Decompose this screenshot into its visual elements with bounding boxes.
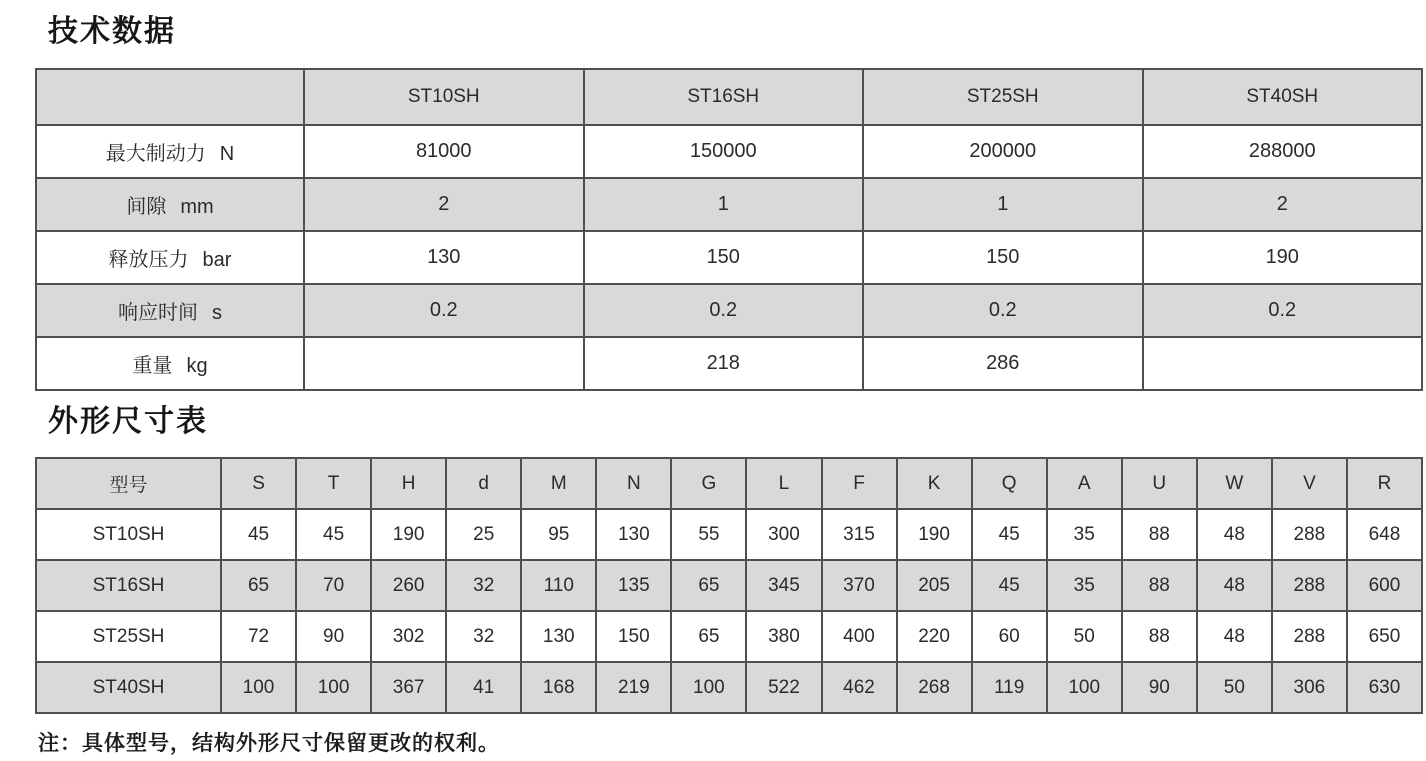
table-cell: 2 [1143, 178, 1423, 231]
table-cell: 150000 [584, 125, 864, 178]
table-cell: 45 [972, 560, 1047, 611]
table-cell: 65 [221, 560, 296, 611]
table-cell: 150 [863, 231, 1143, 284]
table-cell: 190 [1143, 231, 1423, 284]
table-cell: 190 [371, 509, 446, 560]
table-cell: 286 [863, 337, 1143, 390]
table-cell: 315 [822, 509, 897, 560]
table-cell: 81000 [304, 125, 584, 178]
table-cell: 48 [1197, 611, 1272, 662]
row-unit: s [212, 302, 222, 324]
table-cell: 168 [521, 662, 596, 713]
table-cell: 100 [671, 662, 746, 713]
table-cell: 150 [596, 611, 671, 662]
table-cell: 32 [446, 560, 521, 611]
table-cell: 370 [822, 560, 897, 611]
table-cell: 32 [446, 611, 521, 662]
table-cell: 400 [822, 611, 897, 662]
table-cell: 302 [371, 611, 446, 662]
table-cell: 218 [584, 337, 864, 390]
row-label-cell [36, 231, 304, 284]
table-cell: 88 [1122, 611, 1197, 662]
table-cell: 130 [521, 611, 596, 662]
table-cell: 72 [221, 611, 296, 662]
table-header-cell: M [521, 458, 596, 509]
table-cell: 288 [1272, 509, 1347, 560]
row-label-cell [36, 125, 304, 178]
table-cell: 288 [1272, 611, 1347, 662]
table-header-cell: V [1272, 458, 1347, 509]
table-cell: 219 [596, 662, 671, 713]
table-header-row [36, 69, 1422, 125]
table-cell [1143, 337, 1423, 390]
table-row [36, 231, 1422, 284]
table-header-cell: ST40SH [1143, 69, 1423, 125]
table-header-cell: Q [972, 458, 1047, 509]
table-cell: 90 [1122, 662, 1197, 713]
row-unit: mm [180, 196, 214, 218]
table-header-cell: U [1122, 458, 1197, 509]
table-header-cell: L [746, 458, 821, 509]
row-label-cell [36, 337, 304, 390]
row-label-cell: ST25SH [36, 611, 221, 662]
table-header-cell: ST16SH [584, 69, 864, 125]
table-cell: 45 [972, 509, 1047, 560]
table-cell: 0.2 [1143, 284, 1423, 337]
section-title-technical-data: 技术数据 [48, 15, 176, 48]
table-row [36, 662, 1422, 713]
row-unit: kg [186, 355, 208, 377]
table-cell: 48 [1197, 509, 1272, 560]
technical-data-table [35, 68, 1423, 391]
table-cell: 288000 [1143, 125, 1423, 178]
table-cell: 70 [296, 560, 371, 611]
table-row [36, 611, 1422, 662]
table-header-cell: A [1047, 458, 1122, 509]
table-header-cell: F [822, 458, 897, 509]
table-cell: 60 [972, 611, 1047, 662]
table-row [36, 284, 1422, 337]
table-header-cell: 型号 [36, 458, 221, 509]
table-cell: 0.2 [584, 284, 864, 337]
table-header-cell: H [371, 458, 446, 509]
table-cell: 100 [1047, 662, 1122, 713]
table-cell: 50 [1197, 662, 1272, 713]
table-cell: 65 [671, 611, 746, 662]
table-cell: 1 [584, 178, 864, 231]
table-cell: 0.2 [304, 284, 584, 337]
table-row [36, 509, 1422, 560]
row-unit: bar [202, 249, 232, 271]
table-cell: 100 [221, 662, 296, 713]
table-cell: 35 [1047, 509, 1122, 560]
table-cell: 45 [221, 509, 296, 560]
row-label: 重量 [132, 355, 173, 377]
table-cell: 55 [671, 509, 746, 560]
table-cell: 110 [521, 560, 596, 611]
table-row [36, 125, 1422, 178]
table-cell: 260 [371, 560, 446, 611]
table-cell: 380 [746, 611, 821, 662]
row-label-cell: ST40SH [36, 662, 221, 713]
table-cell: 1 [863, 178, 1143, 231]
table-cell: 600 [1347, 560, 1422, 611]
row-label: 释放压力 [108, 249, 189, 271]
table-cell: 45 [296, 509, 371, 560]
row-label: 最大制动力 [105, 143, 206, 165]
section-title-dimension-table: 外形尺寸表 [48, 405, 208, 438]
table-row [36, 560, 1422, 611]
table-cell: 65 [671, 560, 746, 611]
table-cell: 650 [1347, 611, 1422, 662]
table-header-cell: W [1197, 458, 1272, 509]
table-cell: 462 [822, 662, 897, 713]
table-cell: 367 [371, 662, 446, 713]
table-cell: 345 [746, 560, 821, 611]
footnote: 注：具体型号，结构外形尺寸保留更改的权利。 [38, 731, 500, 755]
table-cell: 41 [446, 662, 521, 713]
table-cell: 135 [596, 560, 671, 611]
table-header-cell: ST10SH [304, 69, 584, 125]
table-cell [304, 337, 584, 390]
table-cell: 522 [746, 662, 821, 713]
table-row [36, 337, 1422, 390]
table-cell: 300 [746, 509, 821, 560]
table-cell: 50 [1047, 611, 1122, 662]
row-label-cell [36, 284, 304, 337]
row-label-cell [36, 178, 304, 231]
table-header-cell: d [446, 458, 521, 509]
row-label: 间隙 [126, 196, 167, 218]
table-cell: 205 [897, 560, 972, 611]
table-cell: 630 [1347, 662, 1422, 713]
table-header-cell: S [221, 458, 296, 509]
table-cell: 288 [1272, 560, 1347, 611]
table-cell: 150 [584, 231, 864, 284]
table-cell: 25 [446, 509, 521, 560]
table-cell: 130 [596, 509, 671, 560]
table-cell: 130 [304, 231, 584, 284]
table-cell: 306 [1272, 662, 1347, 713]
table-cell: 95 [521, 509, 596, 560]
dimension-table [35, 457, 1423, 714]
table-header-cell: R [1347, 458, 1422, 509]
table-header-cell: ST25SH [863, 69, 1143, 125]
table-header-cell: G [671, 458, 746, 509]
table-header-row [36, 458, 1422, 509]
table-cell: 2 [304, 178, 584, 231]
table-cell: 119 [972, 662, 1047, 713]
table-header-cell: T [296, 458, 371, 509]
row-label-cell: ST10SH [36, 509, 221, 560]
table-cell: 190 [897, 509, 972, 560]
table-header-cell [36, 69, 304, 125]
table-cell: 88 [1122, 509, 1197, 560]
table-cell: 48 [1197, 560, 1272, 611]
row-label-cell: ST16SH [36, 560, 221, 611]
table-cell: 0.2 [863, 284, 1143, 337]
table-cell: 200000 [863, 125, 1143, 178]
row-unit: N [219, 143, 235, 165]
table-cell: 220 [897, 611, 972, 662]
table-cell: 35 [1047, 560, 1122, 611]
table-row [36, 178, 1422, 231]
row-label: 响应时间 [118, 302, 198, 324]
table-header-cell: N [596, 458, 671, 509]
table-cell: 268 [897, 662, 972, 713]
table-cell: 100 [296, 662, 371, 713]
table-cell: 648 [1347, 509, 1422, 560]
table-header-cell: K [897, 458, 972, 509]
table-cell: 88 [1122, 560, 1197, 611]
table-cell: 90 [296, 611, 371, 662]
